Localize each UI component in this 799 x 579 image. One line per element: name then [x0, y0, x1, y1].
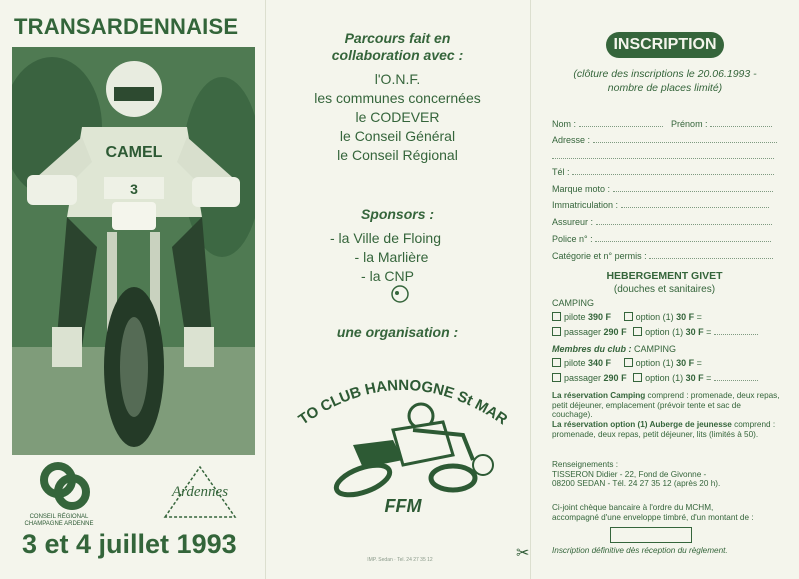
registration-panel	[530, 0, 799, 579]
reservation-option-text: comprend : promenade, deux repas, petit déjeuner, lits (limités à 50).	[552, 420, 776, 439]
renseignements-label: Renseignements :	[552, 460, 618, 469]
option-checkbox-1[interactable]	[624, 312, 633, 321]
sponsor-floing: - la Ville de Floing	[329, 230, 442, 246]
adresse-field-2[interactable]	[552, 150, 774, 159]
moto-club-logo	[293, 360, 513, 525]
reservation-option-bold: La réservation option (1) Auberge de jeunesse	[552, 420, 732, 429]
immat-field[interactable]	[621, 199, 769, 208]
total-field-2[interactable]	[714, 372, 758, 381]
club-name: TO CLUB HANNOGNE St MAR	[295, 376, 511, 429]
amount-field[interactable]	[610, 527, 692, 543]
adresse-row-2	[552, 150, 774, 161]
immat-label: Immatriculation :	[552, 200, 619, 210]
prenom-field[interactable]	[710, 118, 772, 127]
equals-2: =	[706, 327, 712, 337]
passager-row-1	[552, 326, 758, 337]
prenom-label: Prénom :	[671, 119, 708, 129]
passager-label-2: passager	[564, 373, 602, 383]
partner-conseil-general: le Conseil Général	[339, 128, 456, 144]
final-note: Inscription définitive dès réception du règlement.	[552, 546, 728, 555]
membres-camping: CAMPING	[634, 344, 677, 354]
cnp-logo	[387, 283, 413, 305]
pilote-row-1	[552, 312, 702, 322]
rider-photo	[12, 47, 255, 455]
reservation-option-note	[552, 420, 782, 439]
passager-price-1: 290 F	[603, 327, 627, 337]
nom-label: Nom :	[552, 119, 577, 129]
pilote-checkbox-1[interactable]	[552, 312, 561, 321]
camping-label: CAMPING	[552, 298, 595, 308]
tel-field[interactable]	[572, 166, 774, 175]
cheque-note	[552, 503, 782, 522]
logo2-text: Ardennes	[171, 484, 229, 500]
pilote-price-2: 340 F	[588, 358, 612, 368]
police-label: Police n° :	[552, 234, 593, 244]
cover-panel	[0, 0, 265, 579]
option-price-3: 30 F	[676, 358, 695, 368]
marque-label: Marque moto :	[552, 184, 611, 194]
info-panel	[265, 0, 530, 579]
marque-field[interactable]	[613, 183, 773, 192]
ardennes-logo	[160, 462, 240, 524]
hebergement-subtitle: (douches et sanitaires)	[613, 284, 716, 295]
event-dates: 3 et 4 juillet 1993	[22, 529, 237, 559]
renseignements-line-1: TISSERON Didier - 22, Fond de Givonne -	[552, 469, 707, 479]
organisation-heading: une organisation :	[336, 324, 459, 340]
reservation-camping-text: comprend : promenade, deux repas, petit déjeuner, emplacement (prévoir tente et sac de couchage).	[552, 391, 780, 419]
option-checkbox-3[interactable]	[624, 358, 633, 367]
marque-row	[552, 183, 773, 194]
assureur-row	[552, 216, 772, 227]
police-field[interactable]	[595, 233, 771, 242]
equals-3: =	[696, 358, 702, 368]
print-footer: IMP. Sedan · Tel. 24 27 35 12	[367, 557, 433, 563]
cheque-line-2: accompagné d'une enveloppe timbré, d'un montant de :	[552, 512, 754, 522]
pilote-label-2: pilote	[564, 358, 586, 368]
immat-row	[552, 199, 769, 210]
jersey-text: CAMEL	[105, 144, 163, 161]
inscription-badge: INSCRIPTION	[606, 32, 724, 58]
sponsor-marliere: - la Marlière	[354, 249, 429, 265]
svg-text:MOTO CLUB HANNOGNE St MARTIN	[293, 360, 511, 428]
adresse-label: Adresse :	[552, 135, 591, 145]
option-label-2: option (1)	[645, 327, 684, 337]
scissors-icon: ✂	[516, 545, 530, 562]
option-price-4: 30 F	[685, 373, 704, 383]
logo1-caption: CONSEIL RÉGIONAL CHAMPAGNE ARDENNE	[24, 514, 94, 527]
equals-4: =	[706, 373, 712, 383]
pilote-checkbox-2[interactable]	[552, 358, 561, 367]
passager-row-2	[552, 372, 758, 383]
equals-1: =	[696, 312, 702, 322]
partner-communes: les communes concernées	[314, 90, 481, 106]
adresse-field[interactable]	[593, 134, 777, 143]
nom-row	[552, 118, 772, 129]
number-plate: 3	[130, 181, 138, 197]
pilote-label-1: pilote	[564, 312, 586, 322]
membres-row	[552, 344, 676, 354]
tel-label: Tél :	[552, 167, 570, 177]
reservation-camping-note	[552, 391, 782, 420]
reservation-camping-bold: La réservation Camping	[552, 391, 646, 400]
renseignements	[552, 460, 782, 489]
option-checkbox-4[interactable]	[633, 373, 642, 382]
event-title: TRANSARDENNAISE	[14, 14, 239, 39]
passager-label-1: passager	[564, 327, 602, 337]
option-label-4: option (1)	[645, 373, 684, 383]
adresse-row	[552, 134, 777, 145]
partner-conseil-regional: le Conseil Régional	[337, 147, 458, 163]
hebergement-title: HEBERGEMENT GIVET	[606, 270, 723, 282]
nom-field[interactable]	[579, 118, 663, 127]
categorie-label: Catégorie et n° permis :	[552, 251, 647, 261]
cheque-line-1: Ci-joint chèque bancaire à l'ordre du MCHM,	[552, 503, 714, 512]
police-row	[552, 233, 771, 244]
option-price-2: 30 F	[685, 327, 704, 337]
membres-label: Membres du club :	[552, 344, 632, 354]
option-label-1: option (1)	[635, 312, 674, 322]
renseignements-line-2: 08200 SEDAN - Tél. 24 27 35 12 (après 20 h).	[552, 479, 721, 488]
pilote-row-2	[552, 358, 702, 368]
closing-note	[550, 67, 780, 95]
collab-heading-1: Parcours fait en	[344, 30, 451, 46]
total-field-1[interactable]	[714, 326, 758, 335]
tel-row	[552, 166, 774, 177]
partner-onf: l'O.N.F.	[374, 71, 421, 87]
closing-line-2: nombre de places limité)	[607, 82, 723, 94]
passager-price-2: 290 F	[603, 373, 627, 383]
ffm-logo: FFM	[384, 496, 422, 516]
option-checkbox-2[interactable]	[633, 327, 642, 336]
sponsors-heading: Sponsors :	[360, 206, 435, 222]
option-label-3: option (1)	[635, 358, 674, 368]
sponsor-cnp: - la CNP	[361, 268, 414, 284]
collab-heading-2: collaboration avec :	[331, 47, 464, 63]
assureur-field[interactable]	[596, 216, 772, 225]
assureur-label: Assureur :	[552, 217, 594, 227]
partner-codever: le CODEVER	[355, 109, 440, 125]
closing-line-1: (clôture des inscriptions le 20.06.1993 -	[573, 68, 757, 80]
categorie-field[interactable]	[649, 250, 773, 259]
option-price-1: 30 F	[676, 312, 695, 322]
pilote-price-1: 390 F	[588, 312, 612, 322]
passager-checkbox-2[interactable]	[552, 373, 561, 382]
passager-checkbox-1[interactable]	[552, 327, 561, 336]
categorie-row	[552, 250, 773, 261]
